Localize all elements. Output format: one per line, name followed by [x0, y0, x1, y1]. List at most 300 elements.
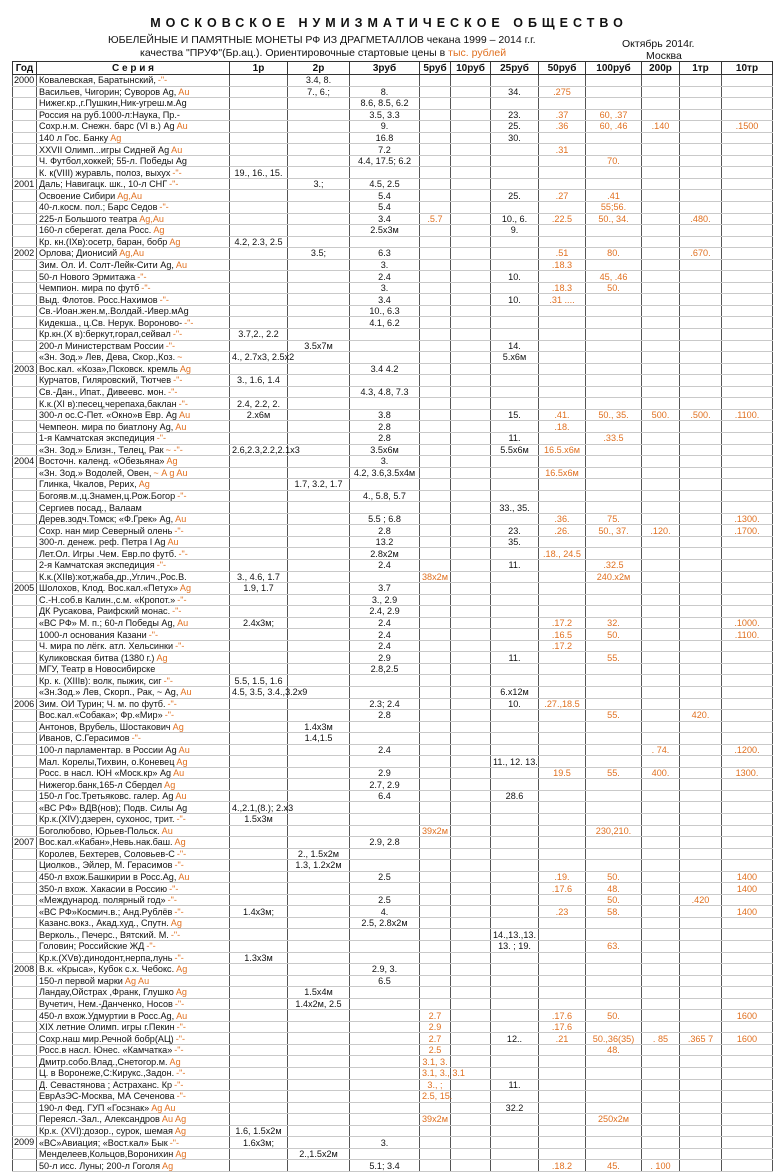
- price-cell: [288, 409, 350, 421]
- price-cell: 32.2: [491, 1102, 539, 1114]
- price-cell: [288, 456, 350, 468]
- price-cell: [230, 490, 288, 502]
- price-cell: [420, 456, 451, 468]
- series-name: К.к.(XIIв):кот,жаба,др.,Углич.,Рос.В.: [39, 571, 187, 582]
- price-cell: [230, 640, 288, 652]
- series-cell: [37, 663, 230, 675]
- price-cell: [586, 86, 642, 98]
- price-cell: [642, 1114, 680, 1126]
- year-cell: [13, 571, 37, 583]
- price-cell: [420, 975, 451, 987]
- price-cell: [230, 1148, 288, 1160]
- price-cell: [288, 1056, 350, 1068]
- series-cell: [37, 386, 230, 398]
- price-cell: [680, 1160, 722, 1172]
- price-cell: [642, 444, 680, 456]
- year-cell: [13, 1033, 37, 1045]
- price-cell: [288, 305, 350, 317]
- table-row: [13, 1091, 773, 1103]
- series-name: «Зн.Зод.» Лев, Скорп., Рак, ~ Ag,: [39, 687, 179, 698]
- table-row: [13, 75, 773, 87]
- price-cell: [451, 144, 491, 156]
- price-cell: 30.: [491, 132, 539, 144]
- price-cell: .19.: [539, 871, 586, 883]
- price-cell: [586, 317, 642, 329]
- price-cell: [288, 432, 350, 444]
- price-cell: [230, 155, 288, 167]
- price-cell: [451, 1010, 491, 1022]
- metal-label: -"-: [169, 1137, 180, 1148]
- year-cell: [13, 941, 37, 953]
- table-row: [13, 998, 773, 1010]
- price-cell: [491, 975, 539, 987]
- series-name: Орлова; Дионисий: [39, 248, 118, 259]
- price-cell: 8.: [350, 86, 420, 98]
- price-cell: [680, 548, 722, 560]
- price-cell: [491, 952, 539, 964]
- price-cell: [539, 98, 586, 110]
- table-row: [13, 548, 773, 560]
- price-cell: [642, 1079, 680, 1091]
- price-cell: [539, 329, 586, 341]
- price-cell: [539, 790, 586, 802]
- table-row: [13, 398, 773, 410]
- series-name: Ц. в Воронеже,С:Кирукс.,Задон.: [39, 1068, 175, 1079]
- price-cell: 50., 35.: [586, 409, 642, 421]
- price-cell: 9.: [491, 225, 539, 237]
- price-cell: [491, 779, 539, 791]
- price-cell: 35.: [491, 536, 539, 548]
- metal-label: ~ -"-: [165, 444, 183, 455]
- price-cell: [722, 202, 773, 214]
- year-cell: [13, 848, 37, 860]
- series-name: Ковалевская, Баратынский,: [39, 75, 156, 86]
- price-cell: [642, 1148, 680, 1160]
- series-name: Сохр. нан мир Северный олень: [39, 525, 173, 536]
- price-cell: [586, 236, 642, 248]
- price-cell: [288, 559, 350, 571]
- table-row: [13, 1125, 773, 1137]
- year-cell: [13, 236, 37, 248]
- price-cell: [230, 75, 288, 87]
- table-row: [13, 536, 773, 548]
- series-name: «ВС РФ»Космич.в.; Анд.Рублёв: [39, 906, 173, 917]
- table-row: [13, 294, 773, 306]
- price-cell: [642, 848, 680, 860]
- series-cell: [37, 1068, 230, 1080]
- year-cell: [13, 767, 37, 779]
- price-cell: [680, 1068, 722, 1080]
- quality-note: качества "ПРУФ"(Бр.ац.). Ориентировочные стартовые цены в: [140, 47, 446, 59]
- year-cell: [13, 594, 37, 606]
- price-cell: 48.: [586, 1044, 642, 1056]
- price-cell: .41.: [539, 409, 586, 421]
- price-cell: [539, 606, 586, 618]
- series-cell: [37, 1125, 230, 1137]
- price-cell: [586, 583, 642, 595]
- price-cell: [420, 629, 451, 641]
- price-cell: [680, 155, 722, 167]
- price-cell: [586, 814, 642, 826]
- price-cell: [451, 329, 491, 341]
- series-name: 450-л вхож.Башкирии в Росс.Ag,: [39, 872, 177, 882]
- price-cell: [420, 98, 451, 110]
- year-cell: [13, 1148, 37, 1160]
- series-name: Св.-Дан., Ипат., Дивеевс. мон.: [39, 387, 167, 398]
- price-cell: 5.х6м: [491, 352, 539, 364]
- price-cell: 39х2м: [420, 1114, 451, 1126]
- price-cell: .1700.: [722, 525, 773, 537]
- price-cell: [680, 640, 722, 652]
- series-cell: [37, 144, 230, 156]
- price-cell: .36.: [539, 513, 586, 525]
- table-row: [13, 456, 773, 468]
- price-cell: [680, 86, 722, 98]
- price-cell: 2.8: [350, 421, 420, 433]
- price-cell: 2.8х2м: [350, 548, 420, 560]
- series-cell: [37, 1021, 230, 1033]
- price-cell: [491, 663, 539, 675]
- price-cell: [642, 375, 680, 387]
- price-cell: [722, 1160, 773, 1172]
- price-cell: [350, 686, 420, 698]
- price-cell: [680, 975, 722, 987]
- price-cell: [288, 698, 350, 710]
- price-cell: [680, 848, 722, 860]
- price-cell: [491, 282, 539, 294]
- price-table: [12, 61, 773, 1172]
- series-cell: [37, 352, 230, 364]
- column-header: 5руб: [420, 62, 451, 75]
- price-cell: [420, 305, 451, 317]
- price-cell: [420, 744, 451, 756]
- price-cell: [420, 779, 451, 791]
- price-cell: [350, 721, 420, 733]
- price-cell: [680, 1114, 722, 1126]
- price-cell: . 85: [642, 1033, 680, 1045]
- price-cell: [680, 178, 722, 190]
- price-cell: [288, 225, 350, 237]
- price-cell: [642, 490, 680, 502]
- year-cell: [13, 1102, 37, 1114]
- price-cell: [680, 906, 722, 918]
- price-cell: [420, 790, 451, 802]
- series-name: «Зн. Зод.» Лев, Дева, Скор.,Коз.: [39, 352, 176, 363]
- series-cell: [37, 363, 230, 375]
- price-cell: [722, 178, 773, 190]
- price-cell: [722, 860, 773, 872]
- price-cell: [491, 825, 539, 837]
- price-cell: [288, 1125, 350, 1137]
- price-cell: [722, 952, 773, 964]
- price-cell: [230, 282, 288, 294]
- series-name: «ВС РФ» М. п.; 60-л Победы Ag,: [39, 617, 176, 628]
- series-cell: [37, 167, 230, 179]
- price-cell: [642, 190, 680, 202]
- price-cell: 2.4: [350, 629, 420, 641]
- price-cell: 1.4х2м, 2.5: [288, 998, 350, 1010]
- series-cell: [37, 213, 230, 225]
- price-cell: [288, 790, 350, 802]
- price-cell: [680, 375, 722, 387]
- price-cell: 1.4,1.5: [288, 733, 350, 745]
- price-cell: [230, 894, 288, 906]
- series-cell: [37, 536, 230, 548]
- price-cell: .420: [680, 894, 722, 906]
- price-cell: [539, 167, 586, 179]
- table-row: [13, 894, 773, 906]
- metal-label: Au: [180, 687, 192, 698]
- price-cell: 2.4: [350, 744, 420, 756]
- series-name: Вос.кал.«Собака»; Фр.«Мир»: [39, 710, 163, 721]
- price-cell: [680, 513, 722, 525]
- price-cell: [451, 202, 491, 214]
- price-cell: [420, 663, 451, 675]
- series-cell: [37, 710, 230, 722]
- price-cell: [491, 236, 539, 248]
- document-subtitle: ЮБЕЛЕЙНЫЕ И ПАМЯТНЫЕ МОНЕТЫ РФ ИЗ ДРАГМЕТАЛЛОВ чекана 1999 – 2014 г.г.: [108, 34, 536, 46]
- price-cell: [642, 363, 680, 375]
- price-cell: [722, 363, 773, 375]
- year-cell: [13, 305, 37, 317]
- price-cell: [722, 456, 773, 468]
- price-cell: [722, 86, 773, 98]
- price-cell: [451, 548, 491, 560]
- price-cell: [642, 282, 680, 294]
- metal-label: Au: [171, 144, 183, 155]
- year-cell: [13, 386, 37, 398]
- table-row: [13, 814, 773, 826]
- price-cell: .500.: [680, 409, 722, 421]
- price-cell: [586, 802, 642, 814]
- table-row: [13, 1079, 773, 1091]
- series-cell: [37, 317, 230, 329]
- price-cell: 1.3х3м: [230, 952, 288, 964]
- price-cell: [722, 733, 773, 745]
- series-name: Чемпеон. мира по биатлону Ag,: [39, 421, 174, 432]
- price-cell: [539, 559, 586, 571]
- price-cell: [350, 1148, 420, 1160]
- price-cell: [539, 386, 586, 398]
- price-cell: 2.7, 2.9: [350, 779, 420, 791]
- price-cell: [288, 1079, 350, 1091]
- series-cell: [37, 225, 230, 237]
- price-cell: [451, 987, 491, 999]
- price-cell: [420, 698, 451, 710]
- price-cell: [288, 606, 350, 618]
- year-cell: [13, 998, 37, 1010]
- metal-label: Au: [178, 86, 190, 97]
- price-cell: 10.: [491, 271, 539, 283]
- price-cell: [586, 329, 642, 341]
- year-cell: [13, 1044, 37, 1056]
- price-cell: 50.: [586, 282, 642, 294]
- price-cell: [491, 1091, 539, 1103]
- price-cell: [586, 132, 642, 144]
- price-cell: [451, 178, 491, 190]
- series-name: Освоение Сибири: [39, 190, 116, 201]
- series-name: Нижегор.банк,165-л Сбердел: [39, 779, 163, 790]
- price-cell: [230, 594, 288, 606]
- table-row: [13, 825, 773, 837]
- price-cell: [586, 929, 642, 941]
- metal-label: Au: [175, 514, 187, 525]
- price-cell: [642, 814, 680, 826]
- price-cell: [722, 1079, 773, 1091]
- metal-label: -"-: [174, 999, 185, 1010]
- series-cell: [37, 1148, 230, 1160]
- price-cell: [722, 1102, 773, 1114]
- table-row: [13, 606, 773, 618]
- price-cell: 11.: [491, 652, 539, 664]
- price-cell: [539, 998, 586, 1010]
- price-cell: [230, 1079, 288, 1091]
- price-cell: [420, 987, 451, 999]
- price-cell: [451, 132, 491, 144]
- price-cell: 9.: [350, 121, 420, 133]
- price-cell: [586, 352, 642, 364]
- table-row: [13, 1056, 773, 1068]
- metal-label: Au Ag: [161, 1114, 187, 1125]
- metal-label: Ag: [172, 721, 184, 732]
- series-name: 450-л вхож.Удмуртии в Росс.Ag,: [39, 1010, 175, 1021]
- price-cell: 240.х2м: [586, 571, 642, 583]
- price-cell: [722, 710, 773, 722]
- price-cell: 3.4: [350, 213, 420, 225]
- year-cell: [13, 271, 37, 283]
- price-cell: [491, 1137, 539, 1149]
- metal-label: -"-: [146, 941, 156, 952]
- price-cell: [420, 617, 451, 629]
- price-cell: [350, 987, 420, 999]
- price-cell: 10.: [491, 698, 539, 710]
- price-cell: [586, 733, 642, 745]
- price-cell: [680, 744, 722, 756]
- price-cell: 2.8,2.5: [350, 663, 420, 675]
- price-cell: [288, 894, 350, 906]
- price-cell: [491, 375, 539, 387]
- metal-label: Ag: [110, 133, 122, 143]
- year-cell: [13, 225, 37, 237]
- price-cell: [451, 675, 491, 687]
- price-cell: [680, 779, 722, 791]
- table-row: [13, 860, 773, 872]
- table-row: [13, 340, 773, 352]
- year-cell: [13, 86, 37, 98]
- series-name: XXVII Олимп...игры Сидней Ag: [39, 144, 170, 155]
- price-cell: [451, 502, 491, 514]
- price-cell: [451, 1056, 491, 1068]
- year-cell: [13, 329, 37, 341]
- price-cell: 4.3, 4.8, 7.3: [350, 386, 420, 398]
- price-cell: 2.9: [350, 652, 420, 664]
- price-cell: [230, 871, 288, 883]
- year-cell: [13, 525, 37, 537]
- price-cell: 3.4: [350, 294, 420, 306]
- series-name: Восточн. календ. «Обезьяна»: [39, 456, 165, 467]
- price-cell: [491, 1021, 539, 1033]
- price-cell: 2.6,2.3,2.2,2.1х3: [230, 444, 288, 456]
- price-cell: [539, 1137, 586, 1149]
- series-cell: [37, 155, 230, 167]
- price-cell: [420, 894, 451, 906]
- price-cell: [586, 756, 642, 768]
- price-cell: [539, 155, 586, 167]
- year-cell: 2003: [13, 363, 37, 375]
- metal-label: -"-: [156, 433, 166, 444]
- series-cell: [37, 917, 230, 929]
- price-cell: [491, 814, 539, 826]
- price-cell: [420, 109, 451, 121]
- price-cell: [722, 941, 773, 953]
- metal-label: -"-: [169, 883, 179, 894]
- series-cell: [37, 998, 230, 1010]
- series-name: Сергиев посад., Валаам: [39, 502, 142, 513]
- price-cell: 1400: [722, 883, 773, 895]
- price-cell: [680, 271, 722, 283]
- series-name: 300-л ос.С-Пет. «Окно»в Евр. Ag: [39, 410, 177, 421]
- price-cell: [230, 213, 288, 225]
- year-cell: [13, 559, 37, 571]
- table-row: [13, 686, 773, 698]
- price-cell: [230, 790, 288, 802]
- price-cell: [451, 848, 491, 860]
- price-cell: [722, 305, 773, 317]
- series-name: Иванов, С.Герасимов: [39, 733, 130, 744]
- series-cell: [37, 975, 230, 987]
- price-cell: [230, 225, 288, 237]
- table-row: [13, 594, 773, 606]
- series-cell: [37, 698, 230, 710]
- document-city: Москва: [646, 50, 682, 62]
- price-cell: [288, 883, 350, 895]
- series-cell: [37, 1079, 230, 1091]
- price-cell: [491, 363, 539, 375]
- table-row: [13, 305, 773, 317]
- price-cell: [586, 490, 642, 502]
- series-cell: [37, 1010, 230, 1022]
- price-cell: [420, 502, 451, 514]
- price-cell: [642, 305, 680, 317]
- year-cell: [13, 340, 37, 352]
- price-cell: [420, 282, 451, 294]
- price-cell: [451, 363, 491, 375]
- price-cell: [586, 663, 642, 675]
- price-cell: [680, 837, 722, 849]
- price-cell: [722, 75, 773, 87]
- price-cell: [539, 1114, 586, 1126]
- price-cell: [642, 144, 680, 156]
- series-cell: [37, 109, 230, 121]
- year-cell: [13, 144, 37, 156]
- price-cell: [350, 1056, 420, 1068]
- price-cell: [491, 548, 539, 560]
- series-cell: [37, 1137, 230, 1149]
- price-cell: [491, 490, 539, 502]
- metal-label: -"-: [141, 283, 151, 294]
- metal-label: Ag: [169, 1056, 181, 1067]
- price-cell: [288, 975, 350, 987]
- price-cell: 1.9, 1.7: [230, 583, 288, 595]
- price-cell: [288, 1068, 350, 1080]
- price-cell: [420, 155, 451, 167]
- price-cell: [642, 617, 680, 629]
- price-cell: [350, 860, 420, 872]
- series-name: Св.-Иоан.жен.м,.Волдай.-Ивер.мAg: [39, 306, 189, 317]
- series-cell: [37, 1160, 230, 1172]
- price-cell: .5.7: [420, 213, 451, 225]
- table-row: [13, 571, 773, 583]
